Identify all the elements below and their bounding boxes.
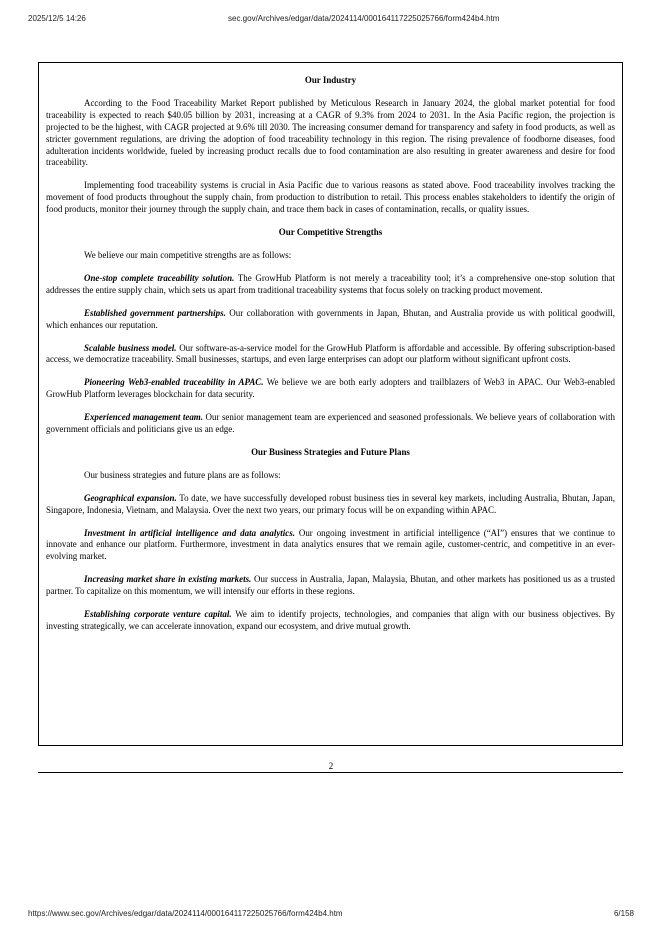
print-page-count: 6/158 bbox=[613, 909, 634, 918]
strategy-item bbox=[46, 609, 615, 633]
strategy-lead: Investment in artificial intelligence and data analytics. bbox=[84, 527, 295, 538]
strength-item bbox=[46, 273, 615, 297]
industry-paragraph: Implementing food traceability systems is crucial in Asia Pacific due to various reasons as stated above. Food traceability involves tracking the movement of food products throughout the supply chain, from production to distribution to retail. This process enables stakeholders to identify the origin of food products, monitor their journey through the supply chain, and trace them back in cases of contamination, recalls, or quality issues. bbox=[46, 180, 615, 215]
strength-lead: One-stop complete traceability solution. bbox=[84, 272, 235, 283]
strategy-text: Our ongoing investment in artificial intelligence (“AI”) ensures that we continue to innovate and enhance our platform. Furthermore, investment in data analytics ensures that we remain agile, customer-centric, and competitive in an ever-evolving market. bbox=[46, 527, 615, 562]
strength-item bbox=[46, 377, 615, 401]
print-footer-url: https://www.sec.gov/Archives/edgar/data/2024114/000164117225025766/form424b4.htm bbox=[28, 909, 343, 918]
page-number: 2 bbox=[328, 761, 334, 771]
strategy-text: Our success in Australia, Japan, Malaysia, Bhutan, and other markets has positioned us as a trusted partner. To capitalize on this momentum, we will intensify our efforts in these regions. bbox=[46, 574, 615, 597]
print-datetime: 2025/12/5 14:26 bbox=[28, 14, 86, 23]
section-heading-strengths: Our Competitive Strengths bbox=[278, 227, 383, 238]
content-box bbox=[38, 62, 623, 746]
strategies-intro: Our business strategies and future plans are as follows: bbox=[84, 469, 281, 480]
section-heading-strategies: Our Business Strategies and Future Plans bbox=[251, 446, 410, 457]
strengths-intro: We believe our main competitive strengths are as follows: bbox=[84, 249, 292, 260]
strength-lead: Established government partnerships. bbox=[84, 307, 226, 318]
strategy-lead: Geographical expansion. bbox=[84, 492, 177, 503]
strength-text: Our software-as-a-service model for the GrowHub Platform is affordable and accessible. By offering subscription-based access, we democratize traceability. Small businesses, startups, and even large enterprises can adopt our platform without significant upfront costs. bbox=[46, 342, 615, 365]
strength-lead: Pioneering Web3-enabled traceability in APAC. bbox=[84, 377, 264, 388]
strength-text: Our collaboration with governments in Japan, Bhutan, and Australia provide us with political goodwill, which enhances our reputation. bbox=[46, 307, 615, 330]
strategy-text: To date, we have successfully developed robust business ties in several key markets, including Australia, Bhutan, Japan, Singapore, Indonesia, Vietnam, and Malaysia. Over the next two years, our primary focus will be on expanding within APAC. bbox=[46, 492, 615, 515]
strategy-item bbox=[46, 493, 615, 517]
strategy-lead: Establishing corporate venture capital. bbox=[84, 609, 232, 620]
section-heading-industry: Our Industry bbox=[304, 75, 357, 85]
strength-text: We believe we are both early adopters and trailblazers of Web3 in APAC. Our Web3-enabled GrowHub Platform leverages blockchain for data security. bbox=[46, 377, 615, 400]
strength-lead: Experienced management team. bbox=[84, 412, 203, 423]
industry-paragraph: According to the Food Traceability Market Report published by Meticulous Research in January 2024, the global market potential for food traceability is expected to reach $40.05 billion by 2031, increasing at a CAGR of 9.3% from 2024 to 2031. In the Asia Pacific region, the projection is projected to be the highest, with CAGR projected at 9.6% till 2030. The increasing consumer demand for transparency and safety in food products, as well as stricter government regulations, are driving the adoption of food traceability technology in this region. The rising prevalence of foodborne diseases, food adulteration incidents worldwide, fueled by increasing product recalls due to food contamination are also resulting in greater awareness and desire for food traceability. bbox=[46, 97, 615, 168]
strength-text: The GrowHub Platform is not merely a traceability tool; it’s a comprehensive one-stop solution that addresses the entire supply chain, which sets us apart from traditional traceability systems that focus solely on tracking product movement. bbox=[46, 272, 616, 295]
strength-lead: Scalable business model. bbox=[84, 342, 177, 353]
strategy-lead: Increasing market share in existing markets. bbox=[84, 574, 252, 585]
strategy-item bbox=[46, 574, 615, 598]
strength-item bbox=[46, 343, 615, 367]
page-divider bbox=[38, 772, 623, 773]
strength-text: Our senior management team are experienced and seasoned professionals. We believe years of collaboration with government officials and politicians give us an edge. bbox=[46, 412, 615, 435]
strength-item bbox=[46, 412, 615, 436]
strength-item bbox=[46, 308, 615, 332]
strategy-item bbox=[46, 528, 615, 564]
strategy-text: We aim to identify projects, technologies, and companies that align with our business objectives. By investing strategically, we can accelerate innovation, expand our ecosystem, and drive mutual growth. bbox=[46, 609, 615, 631]
print-page-url: sec.gov/Archives/edgar/data/2024114/000164117225025766/form424b4.htm bbox=[228, 14, 500, 23]
